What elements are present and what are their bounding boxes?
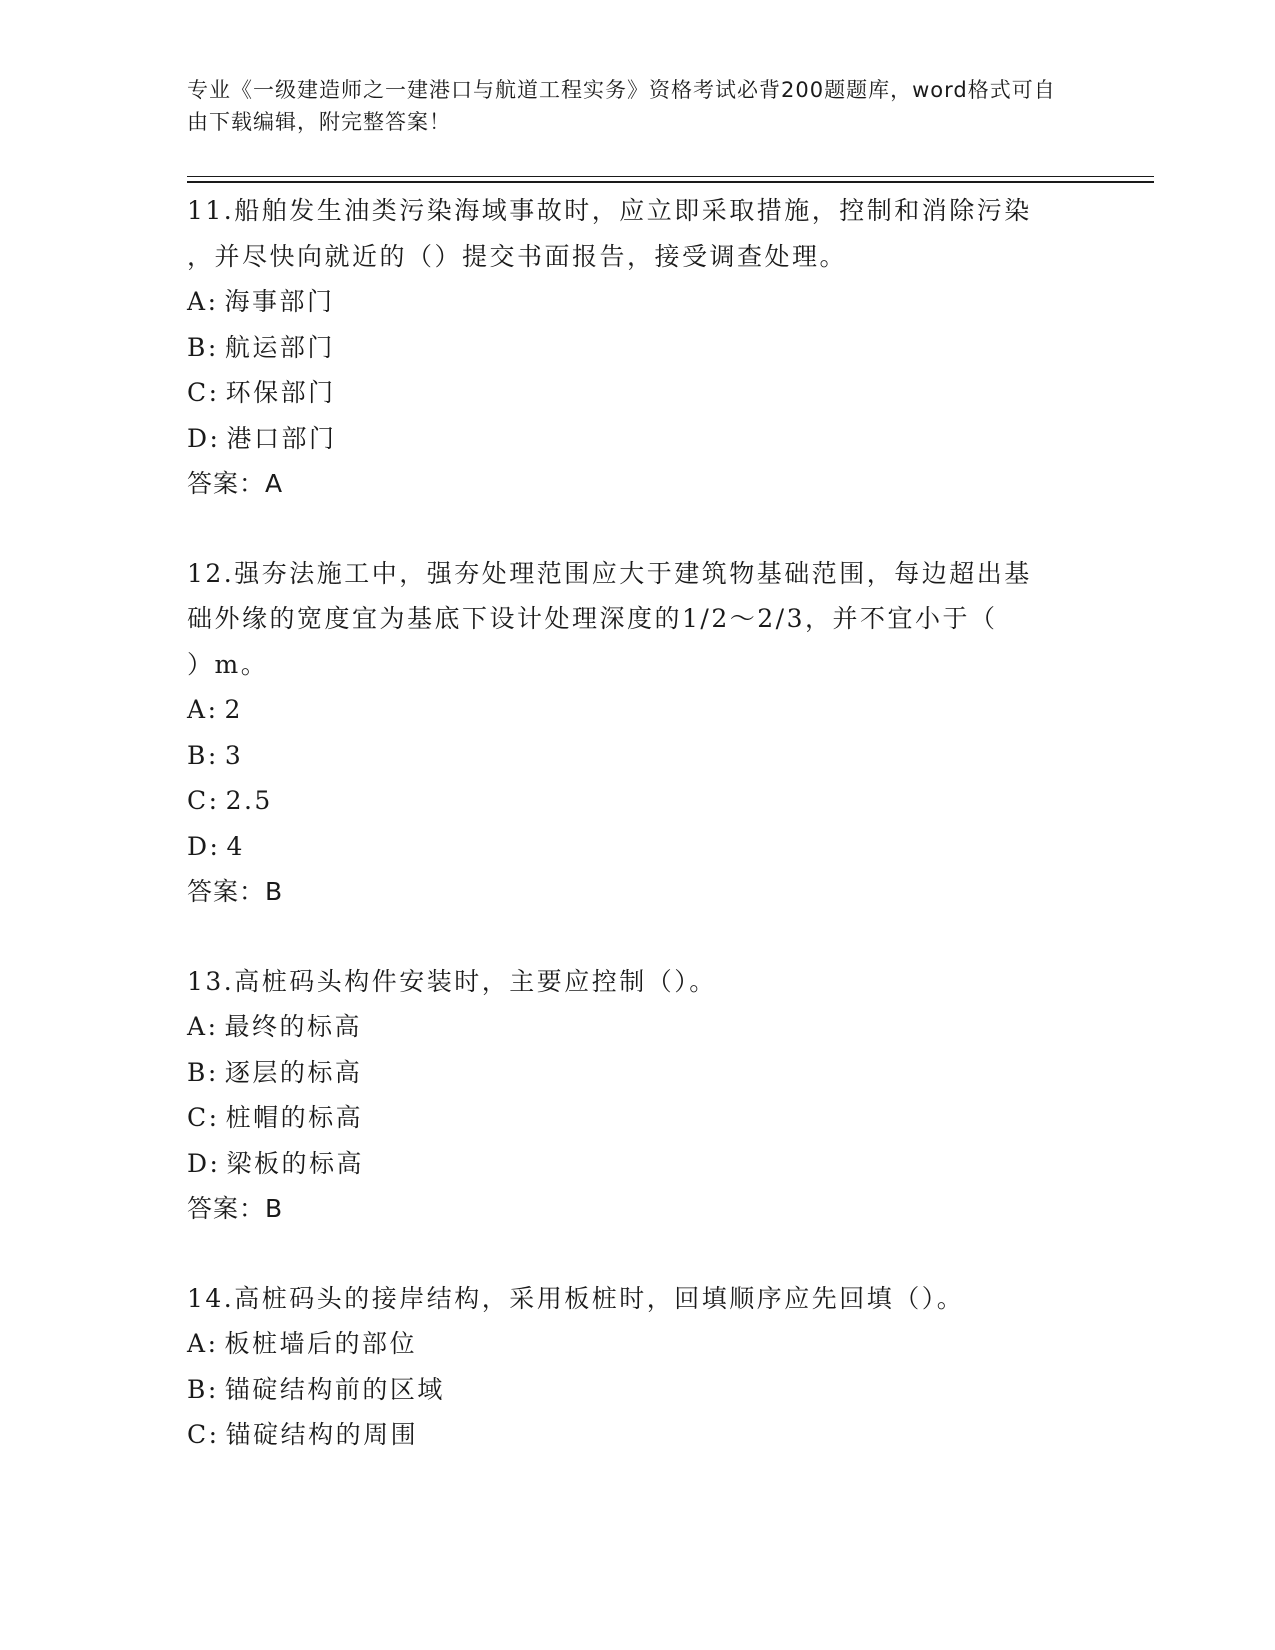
answer-option	[187, 1412, 1087, 1458]
option-separator: :	[207, 1329, 219, 1358]
option-separator: :	[207, 332, 219, 362]
answer-option	[187, 370, 1087, 416]
question-stem-line: 础外缘的宽度宜为基底下设计处理深度的1/2～2/3，并不宜小于（	[187, 604, 998, 633]
option-text: 港口部门	[226, 423, 337, 453]
option-separator: :	[207, 740, 219, 770]
answer-key: 答案：B	[187, 1194, 284, 1223]
answer-option	[187, 1095, 1087, 1141]
answer-key: 答案：A	[187, 469, 284, 498]
option-text: 2	[224, 695, 243, 724]
option-letter: C	[187, 378, 209, 407]
answer-option	[187, 1321, 1087, 1367]
option-separator: :	[209, 1148, 221, 1178]
answer-option	[187, 416, 1087, 462]
option-separator: :	[209, 423, 221, 453]
option-separator: :	[207, 1057, 219, 1087]
option-separator: :	[207, 695, 219, 724]
option-separator: :	[208, 1420, 220, 1449]
option-letter: C	[187, 1420, 209, 1449]
option-text: 环保部门	[225, 378, 336, 407]
option-separator: :	[208, 378, 220, 407]
question-stem-line: ）m。	[187, 649, 269, 679]
question-stem-line: 11.船舶发生油类污染海域事故时，应立即采取措施，控制和消除污染	[187, 196, 1032, 225]
option-text: 锚碇结构的周围	[225, 1420, 419, 1449]
option-letter: B	[187, 1057, 208, 1087]
option-text: 梁板的标高	[226, 1148, 364, 1178]
option-letter: D	[187, 1148, 210, 1178]
answer-option	[187, 1367, 1087, 1413]
option-letter: A	[187, 287, 208, 316]
question-stem-line: 13.高桩码头构件安装时，主要应控制（）。	[187, 966, 717, 996]
option-letter: C	[187, 786, 209, 815]
option-text: 2.5	[225, 786, 273, 815]
answer-option	[187, 1004, 1087, 1050]
answer-option	[187, 687, 1087, 733]
option-text: 最终的标高	[224, 1012, 363, 1041]
document-title: 专业《一级建造师之一建港口与航道工程实务》资格考试必背200题题库，word格式可自由下载编辑，附完整答案！	[187, 78, 1056, 134]
option-text: 航运部门	[224, 332, 335, 362]
answer-option	[187, 325, 1087, 371]
header-divider-thin	[187, 176, 1154, 177]
header-divider-thick	[187, 181, 1154, 183]
option-letter: D	[187, 423, 210, 453]
option-letter: B	[187, 740, 208, 770]
answer-option	[187, 778, 1087, 824]
option-text: 锚碇结构前的区域	[224, 1374, 445, 1404]
answer-key: 答案：B	[187, 877, 284, 906]
question-block	[187, 959, 1087, 1232]
option-separator: :	[208, 786, 220, 815]
option-separator: :	[207, 1012, 219, 1041]
answer-option	[187, 1050, 1087, 1096]
option-text: 桩帽的标高	[225, 1103, 364, 1132]
question-block	[187, 551, 1087, 915]
question-stem-line: ，并尽快向就近的（）提交书面报告，接受调查处理。	[187, 241, 848, 271]
option-letter: D	[187, 831, 210, 861]
option-text: 3	[224, 740, 244, 770]
answer-option	[187, 824, 1087, 870]
answer-option	[187, 733, 1087, 779]
question-block	[187, 188, 1087, 507]
option-letter: A	[187, 1012, 208, 1041]
option-text: 海事部门	[224, 287, 335, 316]
option-text: 4	[226, 831, 245, 861]
option-letter: A	[187, 695, 208, 724]
option-separator: :	[207, 1374, 219, 1404]
question-block	[187, 1276, 1087, 1458]
question-stem-line: 12.强夯法施工中，强夯处理范围应大于建筑物基础范围，每边超出基	[187, 558, 1032, 588]
option-letter: B	[187, 1374, 208, 1404]
option-letter: A	[187, 1329, 208, 1358]
question-list	[187, 188, 1087, 1502]
question-stem-line: 14.高桩码头的接岸结构，采用板桩时，回填顺序应先回填（）。	[187, 1283, 965, 1313]
option-separator: :	[208, 1103, 220, 1132]
option-letter: B	[187, 332, 208, 362]
option-separator: :	[207, 287, 219, 316]
option-letter: C	[187, 1103, 209, 1132]
option-text: 逐层的标高	[224, 1057, 363, 1087]
option-text: 板桩墙后的部位	[224, 1329, 418, 1358]
option-separator: :	[209, 831, 221, 861]
answer-option	[187, 1141, 1087, 1187]
answer-option	[187, 279, 1087, 325]
